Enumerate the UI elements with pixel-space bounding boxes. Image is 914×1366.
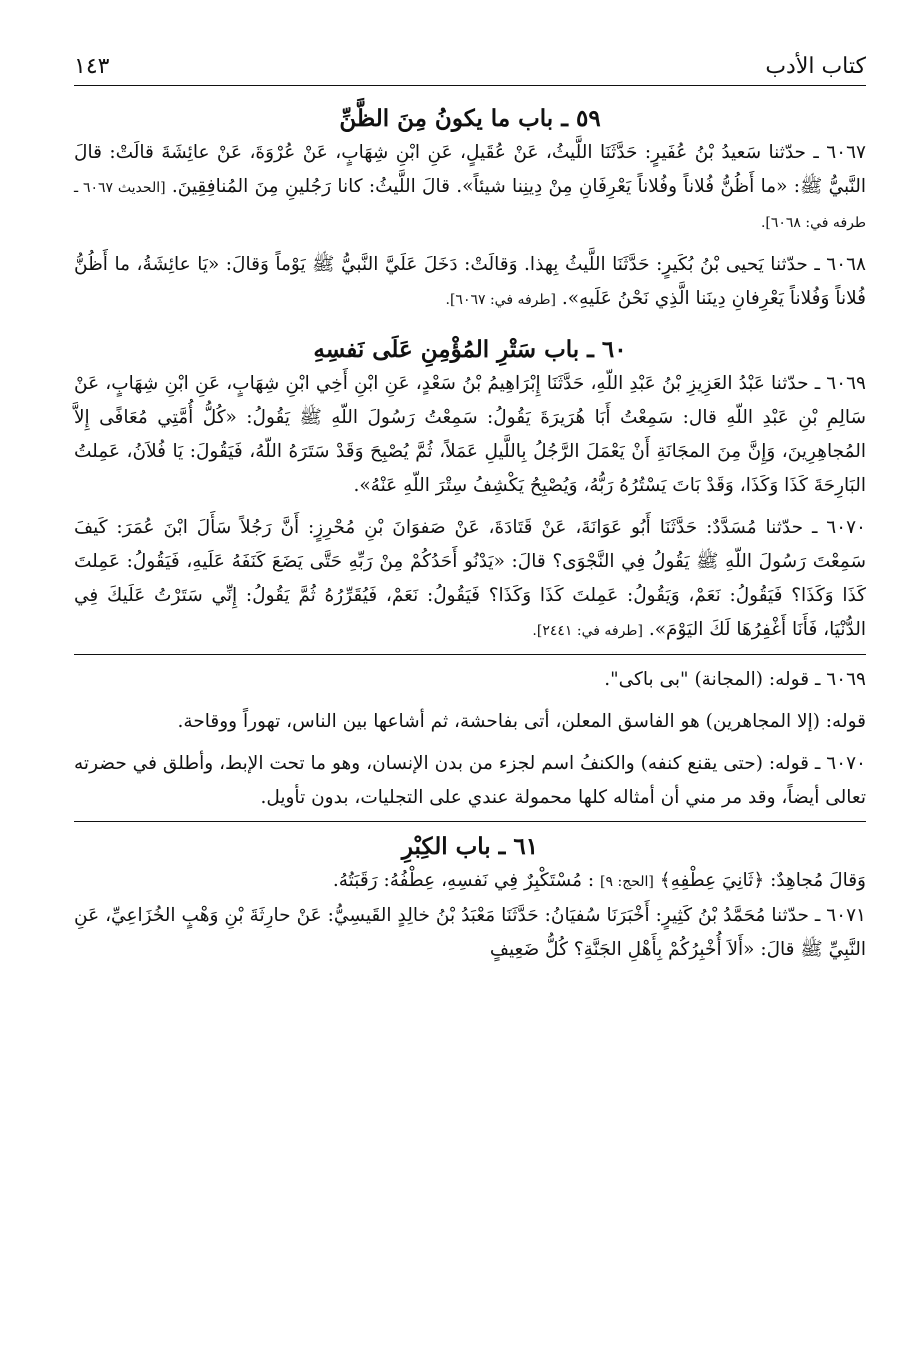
mujahid-quote: [74, 864, 866, 899]
hadith-paragraph: ٦٠٧١ ـ حدّثنا مُحَمَّدُ بْنُ كَثِيرٍ: أَخْبَرَنَا سُفيَانُ: حَدَّثَنَا مَعْبَدُ بْنُ خالِدٍ القَيسِيُّ: عَنْ حارِثَةَ بْنِ وَهْبٍ الخُزَاعِيِّ، عَنِ النَّبِيِّ ﷺ قالَ: «أَلاَ أُخْبِرُكُمْ بِأَهْلِ الجَنَّةِ؟ كُلُّ ضَعِيفٍ: [74, 905, 866, 960]
hadith-paragraph: [74, 248, 866, 317]
quote-suffix: : مُسْتَكْبِرٌ فِي نَفسِهِ، عِطْفُهُ: رَقَبَتُهُ.: [332, 870, 595, 891]
hadith-reference: [طرفه في: ٢٤٤١].: [532, 623, 643, 639]
hadith-text: ٦٠٦٧ ـ حدّثنا سَعيدُ بْنُ عُفَيرٍ: حَدَّثَنَا اللَّيثُ، عَنْ عُقَيلٍ، عَنِ ابْنِ شِهَابٍ، عَنْ عُرْوَةَ، عَنْ عائِشَةَ قالَتْ: قالَ النَّبيُّ ﷺ: «ما أَظُنُّ فُلاناً وفُلاناً يَعْرِفَانِ مِنْ دِينِنا شيئاً». قالَ اللَّيثُ: كانا رَجُلينِ مِنَ المُنافِقِينَ.: [74, 142, 866, 197]
commentary-divider: [74, 654, 866, 655]
commentary-paragraph: ٦٠٧٠ ـ قوله: (حتى يقنع كنفه) والكنفُ اسم لجزء من بدن الإنسان، وهو ما تحت الإبط، وأطلق في حضرته تعالى أيضاً، وقد مر مني أن أمثاله كلها محمولة عندي على التجليات، بدون تأويل.: [74, 753, 866, 808]
quran-reference: [الحج: ٩]: [600, 874, 654, 890]
quote-prefix: وَقالَ مُجاهِدٌ: ﴿ثَانِيَ عِطْفِهِ﴾: [659, 870, 866, 891]
section-heading: ٦٠ ـ باب سَتْرِ المُؤْمِنِ عَلَى نَفسِهِ: [313, 336, 627, 363]
hadith-paragraph: [74, 136, 866, 240]
hadith-reference: [طرفه في: ٦٠٦٧].: [445, 292, 557, 308]
section-61: [74, 830, 866, 967]
section-heading: ٦١ ـ باب الكِبْرِ: [401, 833, 539, 860]
commentary: [74, 663, 866, 815]
hadith-text: ٦٠٦٨ ـ حدّثنا يَحيى بْنُ بُكَيرٍ: حَدَّثَنَا اللَّيثُ بِهذا. وَقالَتْ: دَخَلَ عَلَيَّ النَّبيُّ ﷺ يَوْماً وَقالَ: «يَا عائِشَةُ، ما أَظُنُّ فُلاناً وَفُلاناً يَعْرِفانِ دِينَنا الَّذِي نَحْنُ عَلَيهِ».: [74, 254, 866, 309]
hadith-text: ٦٠٧٠ ـ حدّثنا مُسَدَّدٌ: حَدَّثَنَا أَبُو عَوَانَةَ، عَنْ قَتَادَةَ، عَنْ صَفوَانَ بْنِ مُحْرِزٍ: أَنَّ رَجُلاً سَأَلَ ابْنَ عُمَرَ: كَيفَ سَمِعْتَ رَسُولَ اللّهِ ﷺ يَقُولُ فِي النَّجْوَى؟ قالَ: «يَدْنُو أَحَدُكُمْ مِنْ رَبِّهِ حَتَّى يَضَعَ كَنَفَهُ عَلَيهِ، فَيَقُولُ: عَمِلتَ كَذَا وَكَذَا؟ فَيَقُولُ: نَعَمْ، وَيَقُولُ: عَمِلتَ كَذَا وَكَذَا؟ فَيَقُولُ: نَعَمْ، فَيُقَرِّرُهُ ثُمَّ يَقُولُ: إِنِّي سَتَرْتُ عَلَيكَ فِي الدُّنْيَا، فَأَنَا أَغْفِرُهَا لَكَ اليَوْمَ».: [74, 517, 866, 640]
hadith-reference: [الحديث ٦٠٦٧ ـ طرفه في: ٦٠٦٨].: [74, 180, 866, 231]
section-59: [74, 102, 866, 317]
page-number: ١٤٣: [74, 54, 110, 79]
hadith-paragraph: [74, 367, 866, 503]
section-heading: ٥٩ ـ باب ما يكونُ مِنَ الظَّنِّ: [339, 105, 601, 132]
book-title: كتاب الأدب: [765, 54, 866, 79]
section-60: [74, 333, 866, 648]
commentary-paragraph: قوله: (إلا المجاهرين) هو الفاسق المعلن، أتى بفاحشة، ثم أشاعها بين الناس، تهوراً ووقاحة.: [177, 711, 866, 732]
page-header: [74, 52, 866, 86]
hadith-paragraph: [74, 511, 866, 648]
section-divider: [74, 821, 866, 822]
commentary-paragraph: ٦٠٦٩ ـ قوله: (المجانة) "بى باكى".: [604, 669, 866, 690]
hadith-text: ٦٠٦٩ ـ حدّثنا عَبْدُ العَزِيزِ بْنُ عَبْدِ اللّهِ، حَدَّثَنَا إِبْرَاهِيمُ بْنُ سَعْدٍ، عَنِ ابْنِ أَخِي ابْنِ شِهَابٍ، عَنِ ابْنِ شِهَابٍ، عَنْ سَالِمِ بْنِ عَبْدِ اللّهِ قال: سَمِعْتُ أَبَا هُرَيرَةَ يَقُولُ: سَمِعْتُ رَسُولَ اللّهِ ﷺ يَقُولُ: «كُلُّ أُمَّتِي مُعَافًى إِلاَّ المُجاهِرِينَ، وَإِنَّ مِنَ المجَانَةِ أَنْ يَعْمَلَ الرَّجُلُ بِاللَّيلِ عَمَلاً، ثُمَّ يُصْبِحَ وَقَدْ سَتَرَهُ اللّهُ، فَيَقُولَ: يَا فُلاَنُ، عَمِلتُ البَارِحَةَ كَذَا وَكَذَا، وَقَدْ بَاتَ يَسْتُرُهُ رَبُّهُ، وَيُصْبِحُ يَكْشِفُ سِتْرَ اللّهِ عَنْهُ».: [74, 373, 866, 496]
